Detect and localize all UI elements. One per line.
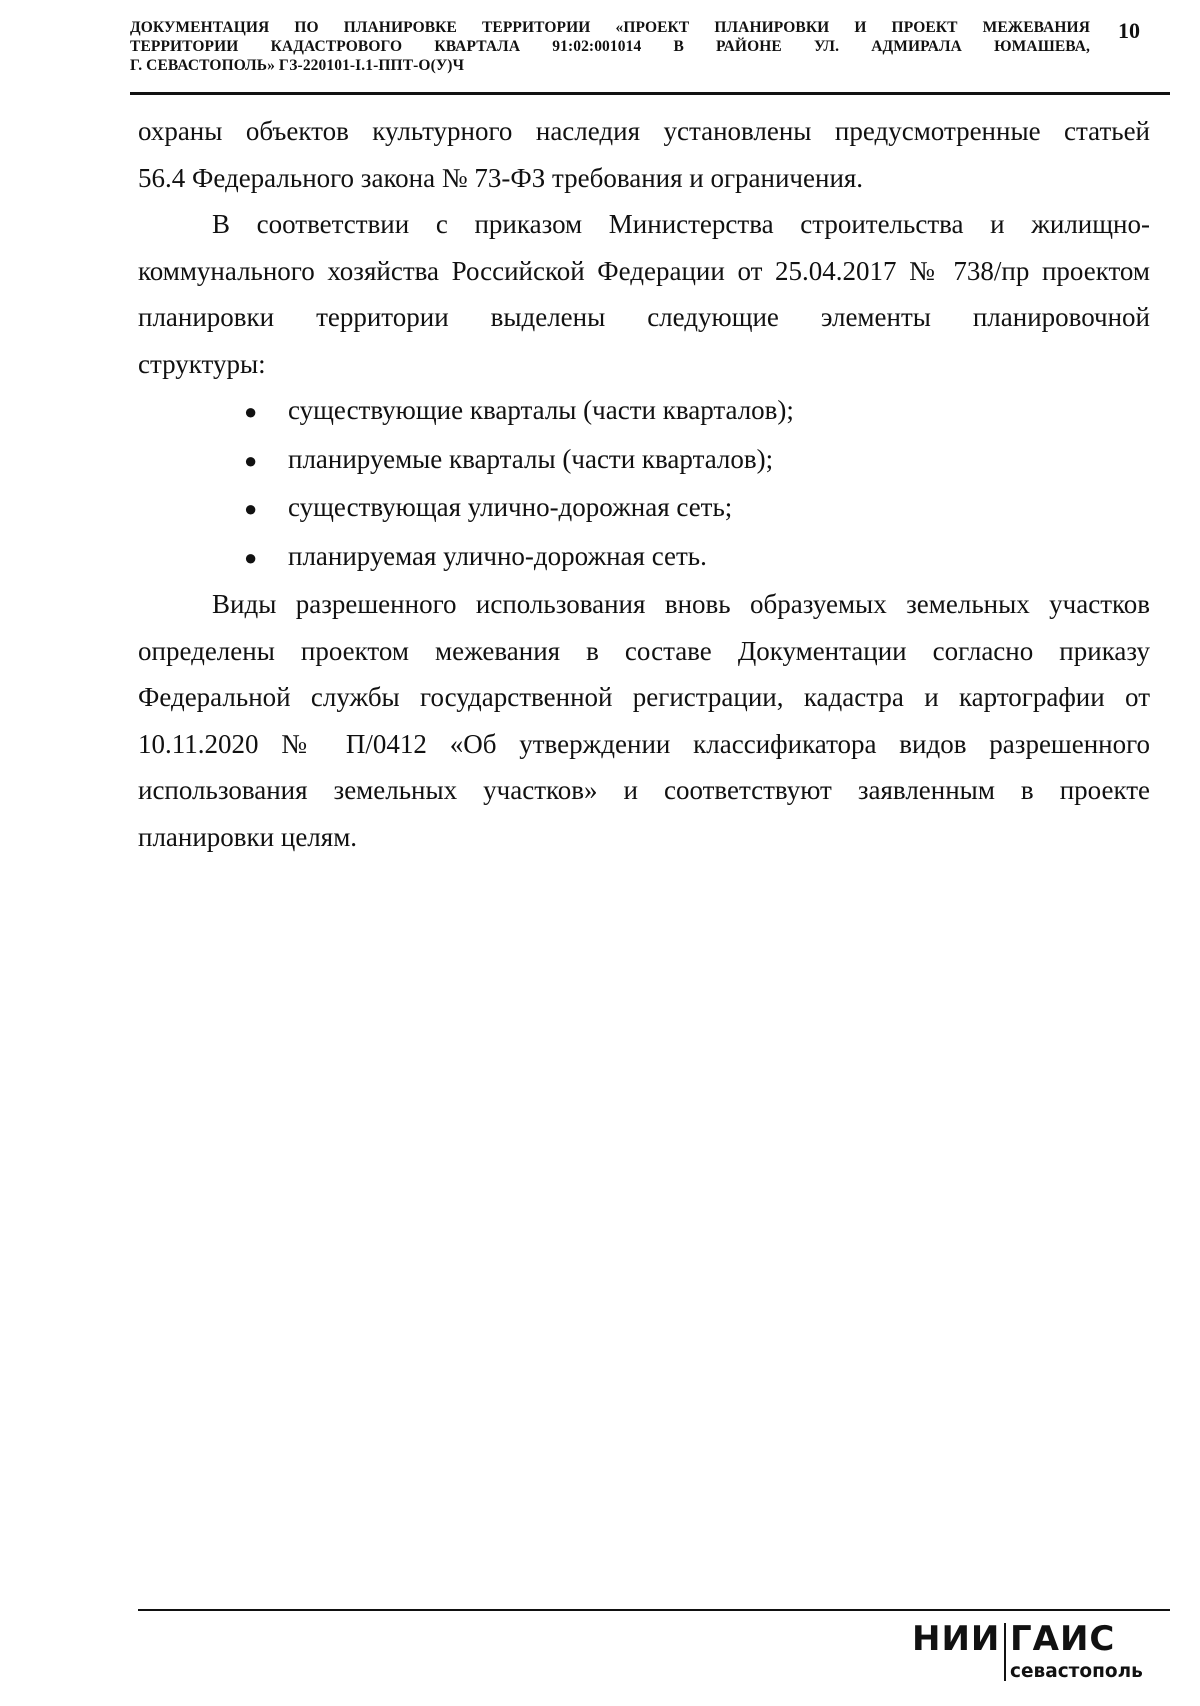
logo-separator <box>1004 1623 1006 1681</box>
list-item-text: планируемые кварталы (части кварталов); <box>288 443 774 474</box>
header-line-3: Г. СЕВАСТОПОЛЬ» ГЗ-220101-I.1-ППТ-О(У)Ч <box>130 57 465 74</box>
paragraph-line: 56.4 Федерального закона № 73-ФЗ требования и ограничения. <box>138 162 864 193</box>
list-item <box>138 533 1150 582</box>
paragraph-3 <box>138 581 1150 860</box>
list-item <box>138 387 1150 436</box>
logo-text-city: севастополь <box>1010 1661 1143 1682</box>
paragraph-line: планировки целям. <box>138 821 358 852</box>
logo-text-gais: ГАИС <box>1010 1619 1116 1659</box>
organization-logo <box>912 1615 1172 1695</box>
footer-divider <box>138 1609 1170 1611</box>
header-line-2: ТЕРРИТОРИИ КАДАСТРОВОГО КВАРТАЛА 91:02:001014 В РАЙОНЕ УЛ. АДМИРАЛА ЮМАШЕВА, <box>130 38 1090 55</box>
running-header <box>130 18 1090 75</box>
paragraph-1 <box>138 108 1150 201</box>
document-body <box>138 108 1150 860</box>
list-item <box>138 436 1150 485</box>
header-line-1: ДОКУМЕНТАЦИЯ ПО ПЛАНИРОВКЕ ТЕРРИТОРИИ «ПРОЕКТ ПЛАНИРОВКИ И ПРОЕКТ МЕЖЕВАНИЯ <box>130 19 1090 36</box>
page-number: 10 <box>1118 18 1140 43</box>
header-divider <box>130 92 1170 95</box>
paragraph-line: Виды разрешенного использования вновь образуемых земельных участков <box>212 589 1150 619</box>
list-item <box>138 484 1150 533</box>
paragraph-line: использования земельных участков» и соответствуют заявленным в проекте <box>138 775 1150 805</box>
bullet-icon: ● <box>244 447 258 473</box>
bullet-icon: ● <box>244 496 258 521</box>
paragraph-line: В соответствии с приказом Министерства строительства и жилищно- <box>212 209 1150 239</box>
paragraph-line: охраны объектов культурного наследия установлены предусмотренные статьей <box>138 116 1150 146</box>
list-item-text: планируемая улично-дорожная сеть. <box>288 540 707 571</box>
list-item-text: существующие кварталы (части кварталов); <box>288 395 794 425</box>
logo-text-nii: НИИ <box>912 1619 1001 1659</box>
paragraph-line: Федеральной службы государственной регистрации, кадастра и картографии от <box>138 682 1150 712</box>
paragraph-line: коммунального хозяйства Российской Федерации от 25.04.2017 № 738/пр проектом <box>138 255 1150 286</box>
list-item-text: существующая улично-дорожная сеть; <box>288 492 733 522</box>
paragraph-line: структуры: <box>138 348 266 379</box>
paragraph-line: 10.11.2020 № П/0412 «Об утверждении классификатора видов разрешенного <box>138 728 1150 759</box>
paragraph-line: определены проектом межевания в составе Документации согласно приказу <box>138 635 1150 666</box>
paragraph-2 <box>138 201 1150 387</box>
paragraph-line: планировки территории выделены следующие элементы планировочной <box>138 302 1150 332</box>
bullet-icon: ● <box>244 544 258 570</box>
bullet-list <box>138 387 1150 581</box>
bullet-icon: ● <box>244 399 258 424</box>
